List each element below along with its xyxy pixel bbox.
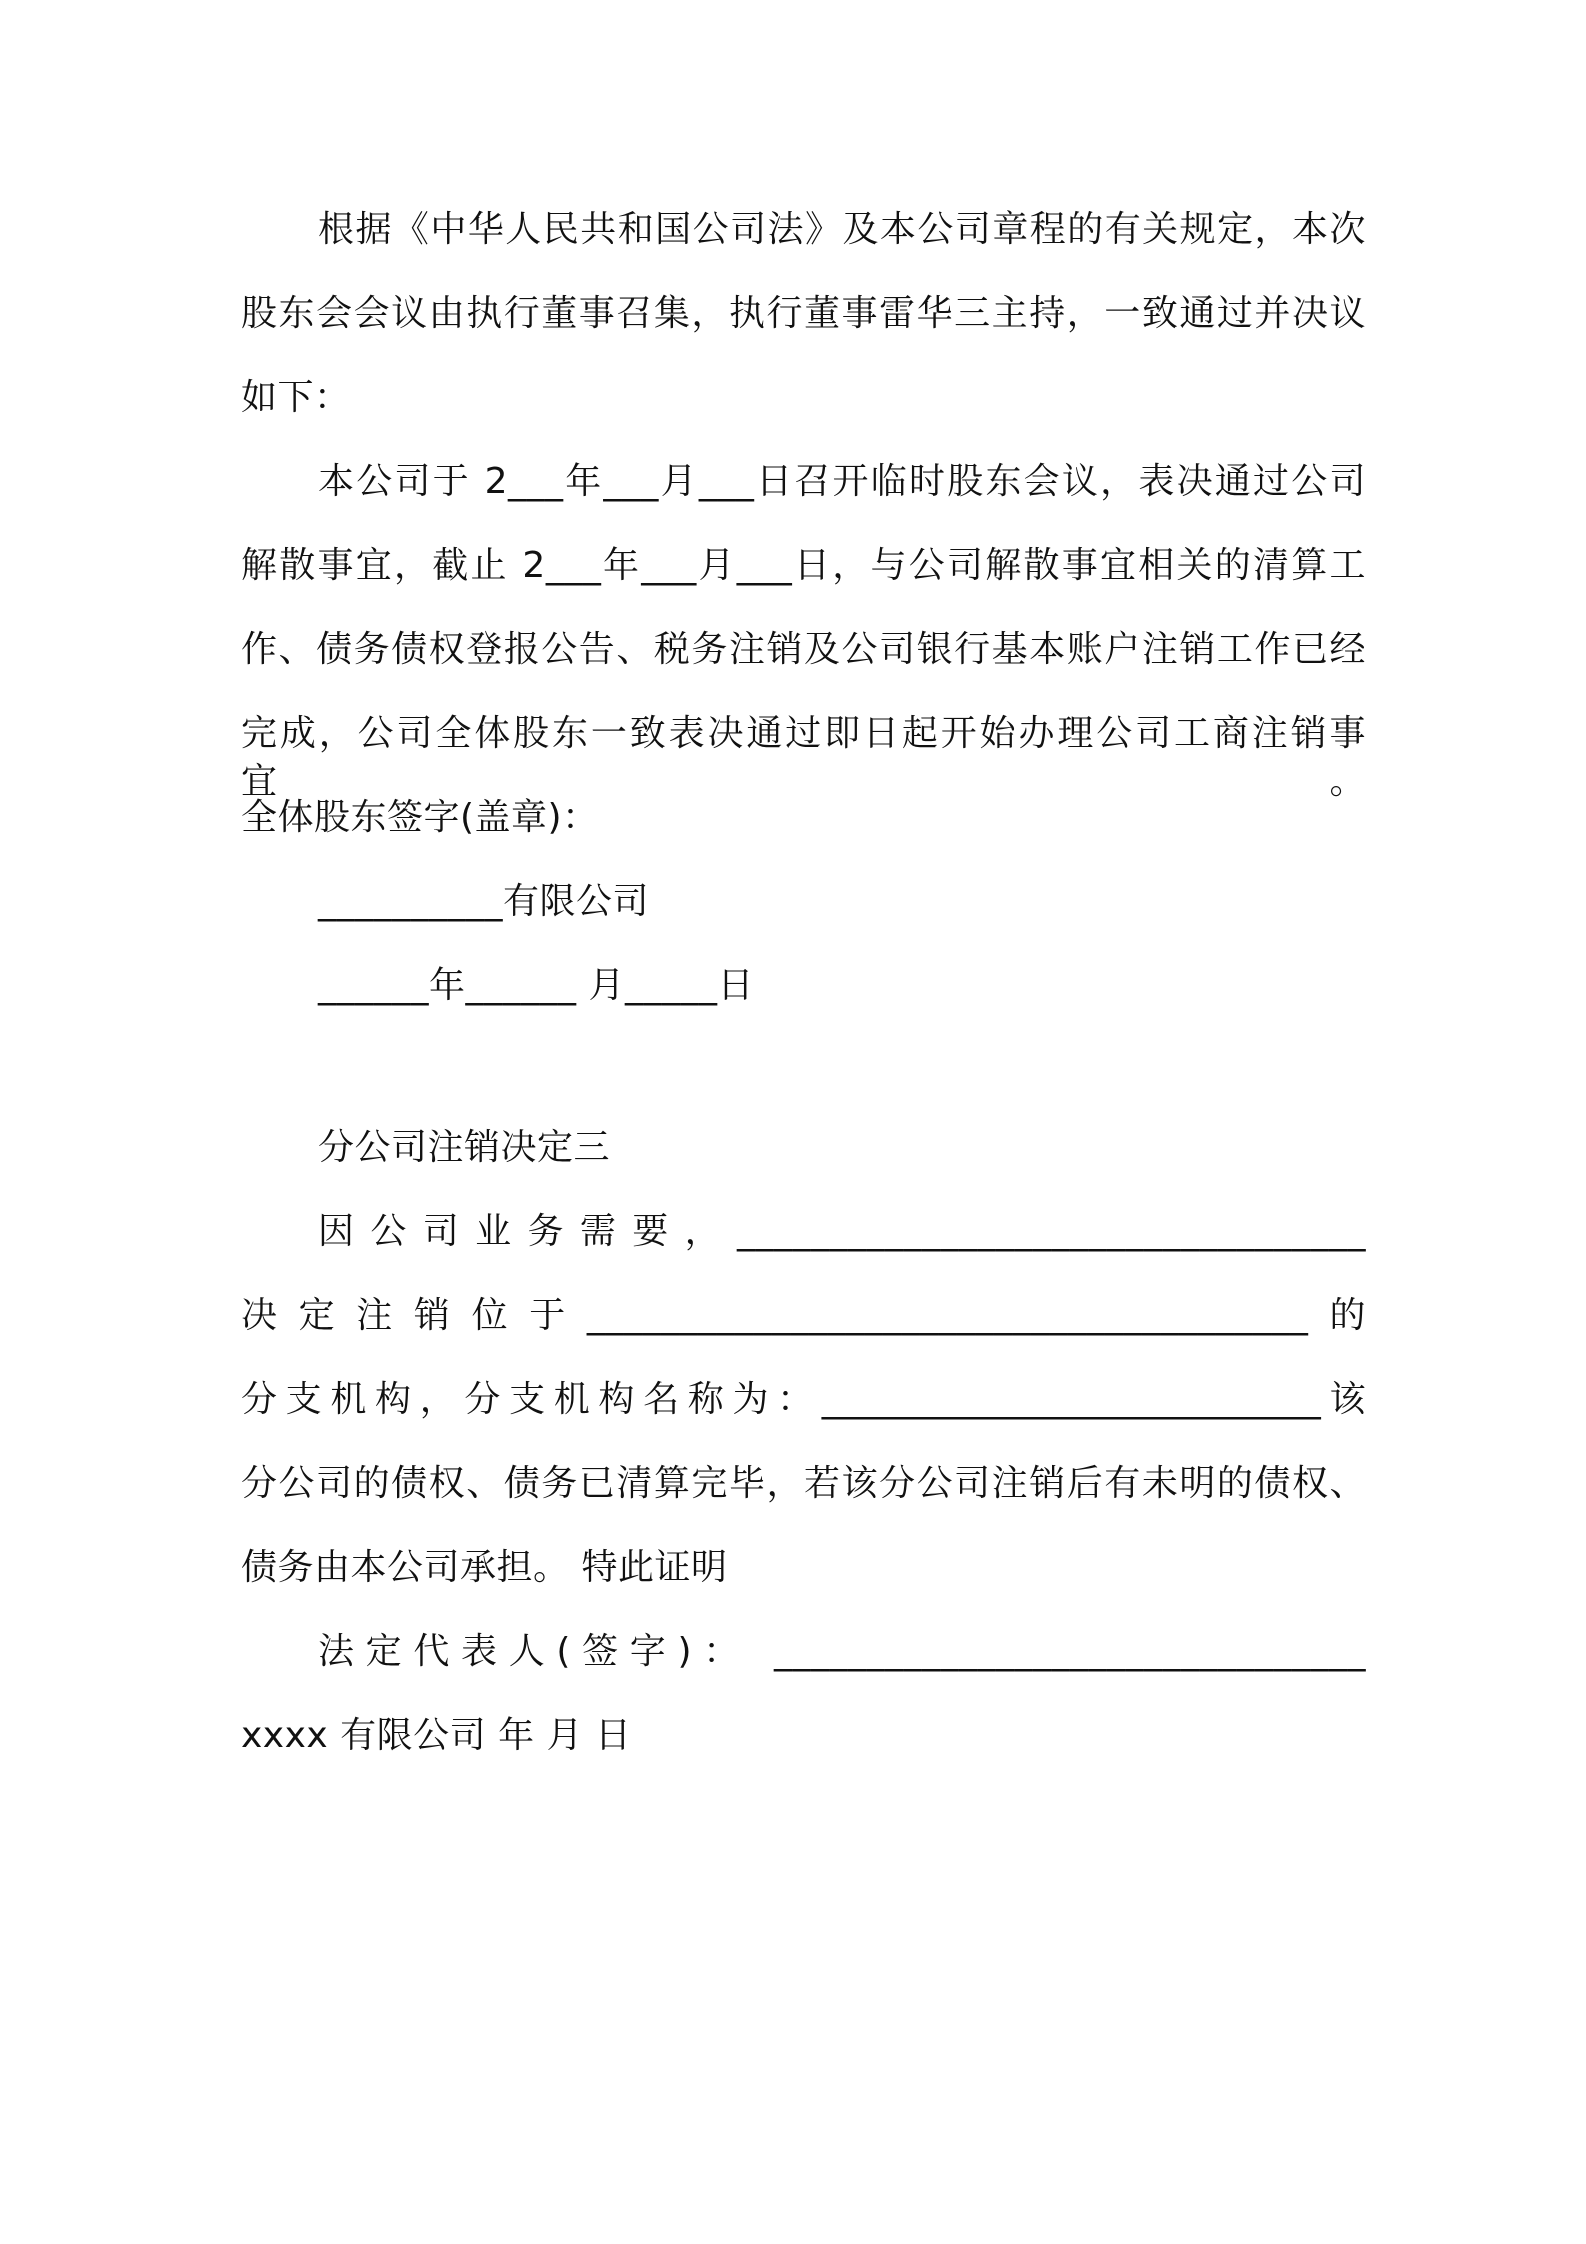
resolution-paragraph-line-3: 如下： <box>241 377 351 418</box>
section-title: 分公司注销决定三 <box>318 1127 611 1168</box>
meeting-paragraph-line-1: 本公司于 2___年___月___日召开临时股东会议，表决通过公司 <box>318 461 1366 502</box>
branch-paragraph-line-5: 债务由本公司承担。 特此证明 <box>241 1547 728 1588</box>
meeting-paragraph-line-2: 解散事宜，截止 2___年___月___日，与公司解散事宜相关的清算工 <box>241 545 1366 586</box>
branch-paragraph-line-4: 分公司的债权、债务已清算完毕，若该分公司注销后有未明的债权、 <box>241 1463 1366 1504</box>
branch-paragraph-line-3: 分支机构，分支机构名称为：___________________________该 <box>241 1379 1366 1420</box>
resolution-paragraph-line-1: 根据《中华人民共和国公司法》及本公司章程的有关规定，本次 <box>318 209 1366 250</box>
branch-paragraph-line-1: 因公司业务需要，__________________________________ <box>318 1211 1366 1252</box>
date-blank: ______年______ 月_____日 <box>318 965 754 1006</box>
company-date-footer: xxxx 有限公司 年 月 日 <box>241 1715 632 1756</box>
company-name-blank: __________有限公司 <box>318 881 650 922</box>
branch-paragraph-line-2: 决定注销位于_______________________________________的 <box>241 1295 1366 1336</box>
shareholder-signature-label: 全体股东签字(盖章)： <box>241 797 599 838</box>
meeting-paragraph-line-4: 完成，公司全体股东一致表决通过即日起开始办理公司工商注销事宜。 <box>241 713 1366 802</box>
meeting-paragraph-line-3: 作、债务债权登报公告、税务注销及公司银行基本账户注销工作已经 <box>241 629 1366 670</box>
resolution-paragraph-line-2: 股东会会议由执行董事召集，执行董事雷华三主持，一致通过并决议 <box>241 293 1366 334</box>
legal-representative-signature: 法定代表人(签字)： ________________________________ <box>318 1631 1366 1672</box>
